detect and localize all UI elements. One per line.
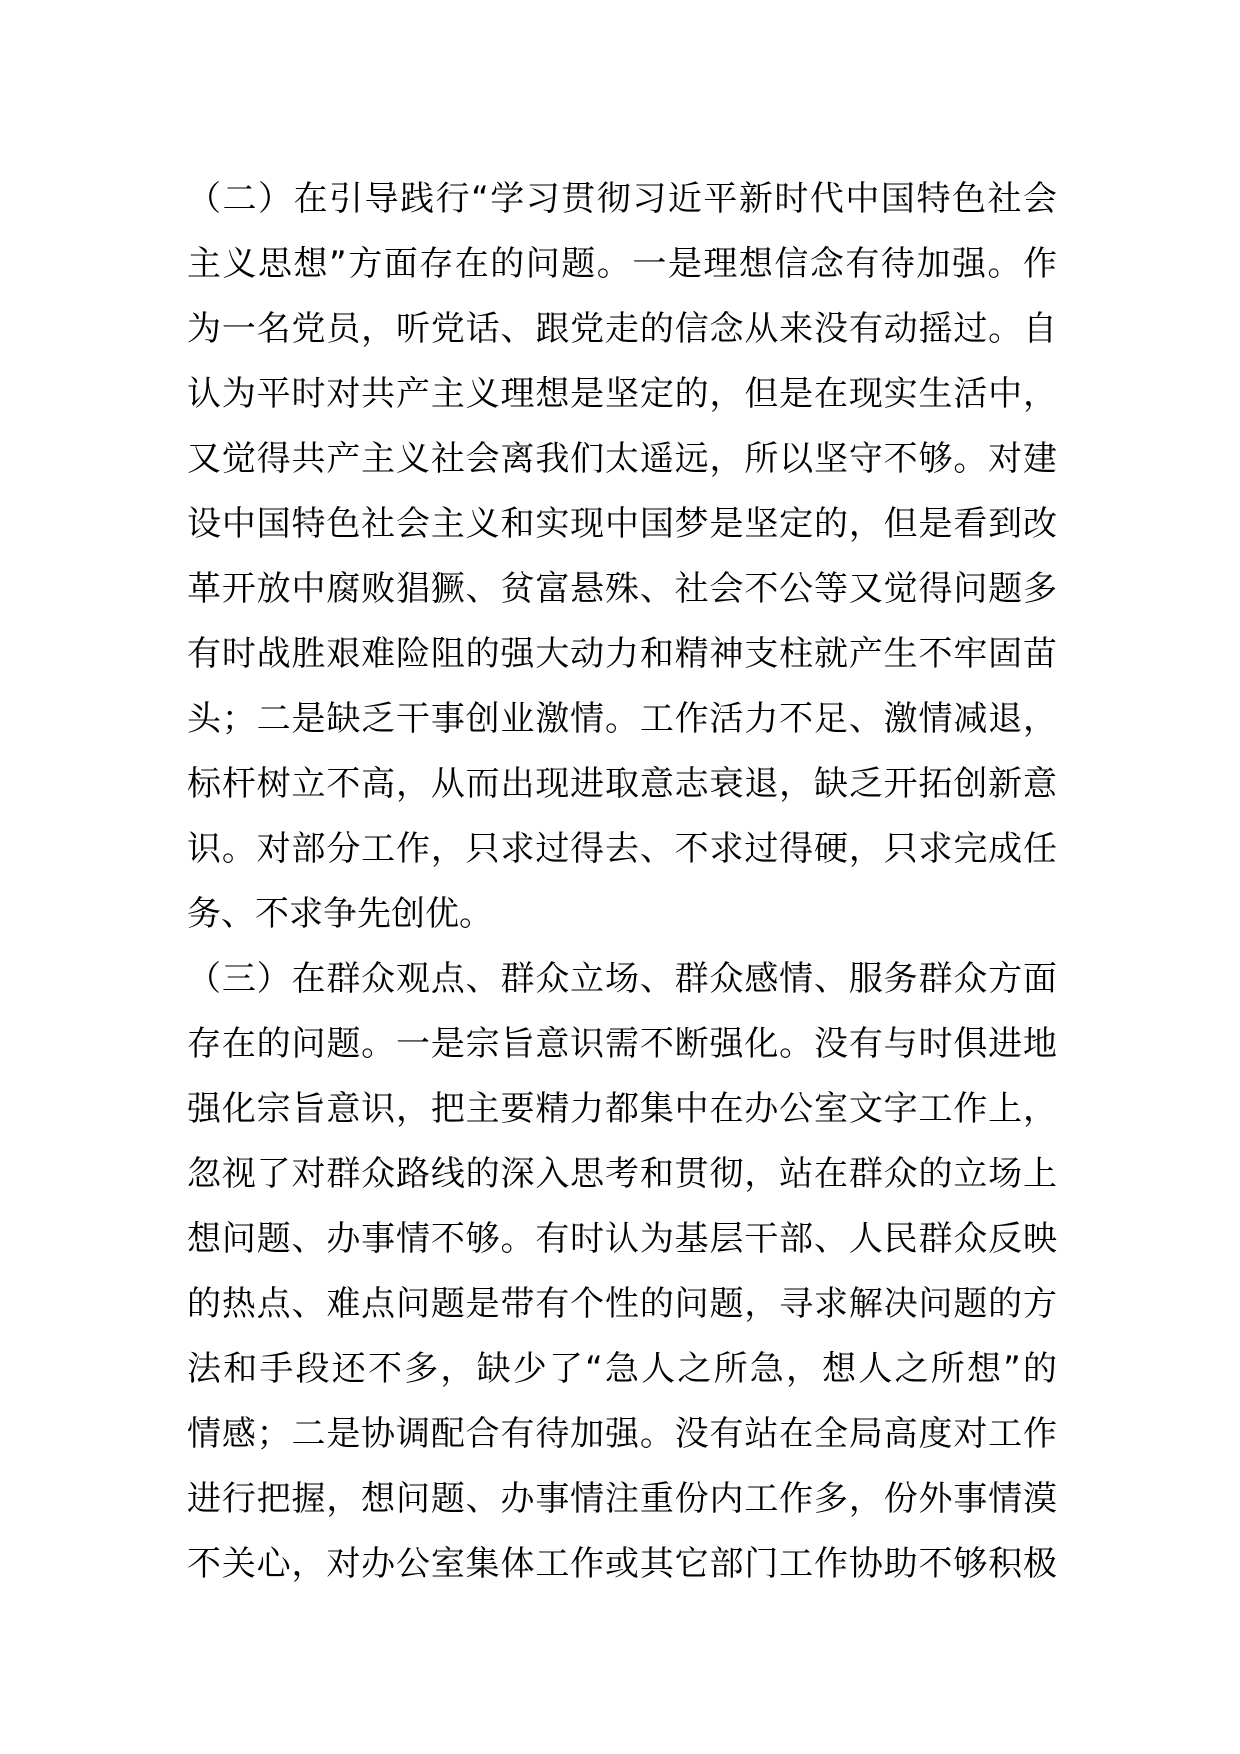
text-line: 务、不求争先创优。 [187, 894, 493, 934]
text-line: 的热点、难点问题是带有个性的问题，寻求解决问题的方 [187, 1284, 1057, 1324]
text-line: 设中国特色社会主义和实现中国梦是坚定的，但是看到改 [187, 504, 1057, 544]
document-body [187, 167, 1057, 1597]
paragraph-section-3 [187, 947, 1057, 1597]
text-line: 头；二是缺乏干事创业激情。工作活力不足、激情减退， [187, 699, 1057, 739]
text-line: 革开放中腐败猖獗、贫富悬殊、社会不公等又觉得问题多 [187, 569, 1057, 609]
text-line: 想问题、办事情不够。有时认为基层干部、人民群众反映 [187, 1219, 1057, 1259]
text-line: 有时战胜艰难险阻的强大动力和精神支柱就产生不牢固苗 [187, 634, 1057, 674]
text-line: 不关心，对办公室集体工作或其它部门工作协助不够积极 [187, 1544, 1057, 1584]
text-line: 法和手段还不多，缺少了“急人之所急，想人之所想”的 [187, 1349, 1057, 1389]
paragraph-section-2 [187, 167, 1057, 947]
text-line: 强化宗旨意识，把主要精力都集中在办公室文字工作上， [187, 1089, 1057, 1129]
text-line: 又觉得共产主义社会离我们太遥远，所以坚守不够。对建 [187, 439, 1057, 479]
text-line: 忽视了对群众路线的深入思考和贯彻，站在群众的立场上 [187, 1154, 1057, 1194]
text-line: 进行把握，想问题、办事情注重份内工作多，份外事情漠 [187, 1479, 1057, 1519]
text-line: 识。对部分工作，只求过得去、不求过得硬，只求完成任 [187, 829, 1057, 869]
text-line: 认为平时对共产主义理想是坚定的，但是在现实生活中， [187, 374, 1057, 414]
text-line: 为一名党员，听党话、跟党走的信念从来没有动摇过。自 [187, 309, 1057, 349]
text-line: （二）在引导践行“学习贯彻习近平新时代中国特色社会 [187, 179, 1057, 219]
text-line: 存在的问题。一是宗旨意识需不断强化。没有与时俱进地 [187, 1024, 1057, 1064]
text-line: 主义思想”方面存在的问题。一是理想信念有待加强。作 [187, 244, 1057, 284]
text-line: 情感；二是协调配合有待加强。没有站在全局高度对工作 [187, 1414, 1057, 1454]
text-line: （三）在群众观点、群众立场、群众感情、服务群众方面 [187, 959, 1057, 999]
text-line: 标杆树立不高，从而出现进取意志衰退，缺乏开拓创新意 [187, 764, 1057, 804]
